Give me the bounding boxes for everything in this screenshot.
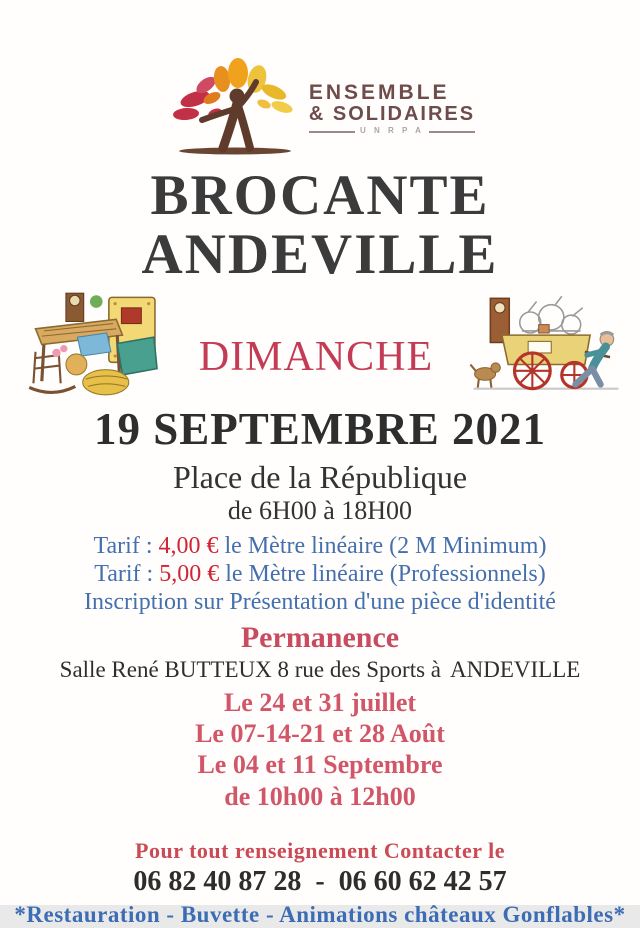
org-acronym: U N R P A (360, 126, 424, 136)
event-hours: de 6H00 à 18H00 (227, 495, 413, 525)
tariff-1-detail: le Mètre linéaire (2 M Minimum) (218, 532, 547, 559)
permanence-address (0, 657, 640, 683)
pricing-section (0, 532, 640, 617)
cart-puller-illustration (466, 291, 626, 396)
divider (429, 131, 475, 133)
tariff-2-detail: le Mètre linéaire (Professionnels) (219, 560, 546, 587)
permanence-date-3: Le 04 et 11 Septembre (197, 750, 443, 780)
phone-number-1: 06 82 40 87 28 (133, 865, 302, 897)
contact-section (0, 838, 640, 928)
tariff-2-price: 5,00 € (159, 560, 220, 587)
title-line2: ANDEVILLE (141, 223, 499, 287)
org-subtitle (309, 127, 475, 135)
permanence-city: ANDEVILLE (450, 656, 581, 682)
tree-figure-logo-icon (165, 59, 305, 159)
permanence-date-1: Le 24 et 31 juillet (223, 687, 417, 717)
org-name-line1: ENSEMBLE (308, 81, 450, 105)
title-line1: BROCANTE (150, 164, 490, 227)
contact-heading: Pour tout renseignement Contacter le (135, 837, 505, 863)
divider (309, 131, 355, 133)
tariff-line-1 (0, 532, 640, 560)
tariff-1-price: 4,00 € (158, 532, 219, 559)
tariff-line-2 (0, 560, 640, 588)
day-name: DIMANCHE (198, 333, 434, 380)
day-row (0, 289, 640, 399)
org-name-line2: & SOLIDAIRES (308, 103, 476, 126)
permanence-date-2: Le 07-14-21 et 28 Août (195, 719, 445, 749)
phone-numbers (0, 866, 640, 898)
permanence-title: Permanence (240, 620, 400, 654)
event-place: Place de la République (172, 458, 468, 495)
logo (0, 58, 640, 160)
logo-text (309, 82, 475, 135)
permanence-hours: de 10h00 à 12h00 (224, 781, 416, 811)
phone-number-2: 06 60 62 42 57 (338, 865, 507, 897)
phone-separator: - (315, 865, 325, 897)
event-date: 19 SEPTEMBRE 2021 (93, 403, 547, 454)
flea-market-stall-illustration (14, 289, 166, 399)
registration-note: Inscription sur Présentation d'une pièce d'identité (84, 589, 556, 616)
permanence-address-text: Salle René BUTTEUX 8 rue des Sports à (59, 656, 442, 682)
permanence-dates (0, 687, 640, 812)
amenities-line: *Restauration - Buvette - Animations châteaux Gonflables* (14, 901, 626, 927)
tariff-1-label: Tarif : (93, 532, 159, 559)
tariff-2-label: Tarif : (94, 560, 160, 587)
